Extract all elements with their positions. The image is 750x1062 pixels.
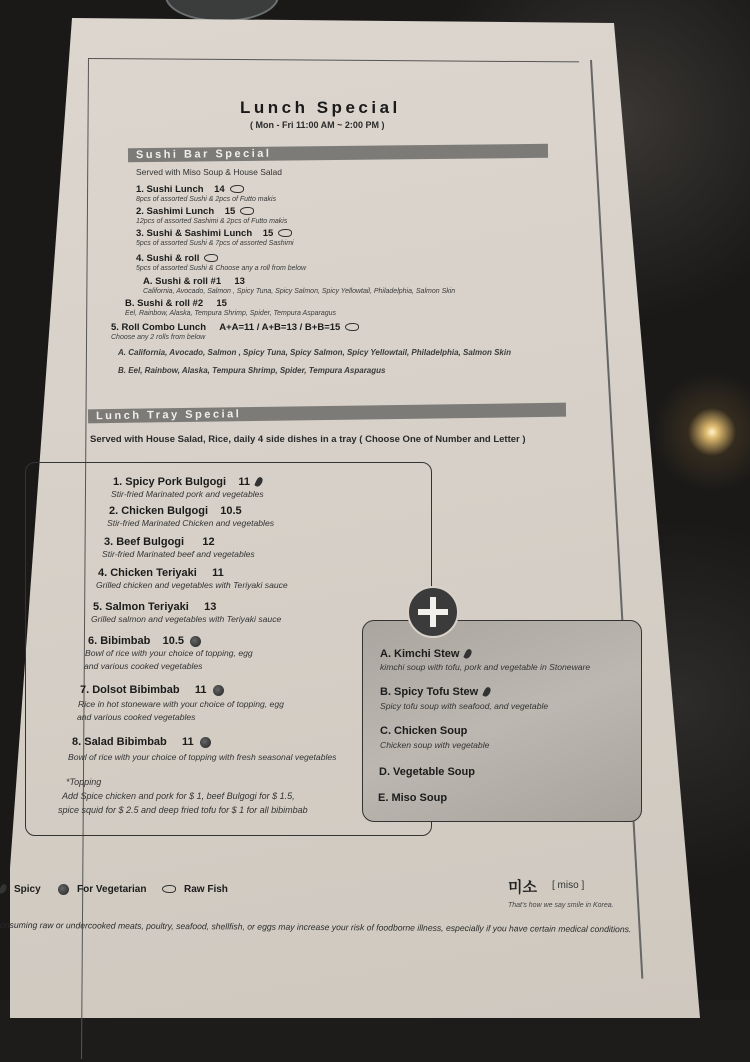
tray-banner: Lunch Tray Special (88, 403, 566, 424)
topping-line: spice squid for $ 2.5 and deep fried tofu for $ 1 for all bibimbab (58, 805, 308, 815)
sushi-item-desc: 5pcs of assorted Sushi & Choose any a roll from below (136, 265, 307, 272)
letter-item: A. Kimchi Stew (380, 648, 471, 660)
miso-hangul: 미소 (508, 878, 537, 896)
sushi-item-desc: 8pcs of assorted Sushi & 2pcs of Futto makis (136, 196, 277, 203)
tray-item-desc: Stir-fried Marinated pork and vegetables (111, 489, 264, 499)
miso-tagline: That's how we say smile in Korea. (508, 902, 614, 909)
tray-item: 7. Dolsot Bibimbab 11 (80, 684, 224, 696)
raw-fish-icon (162, 885, 176, 893)
tray-item: 4. Chicken Teriyaki 11 (98, 567, 224, 579)
leaf-icon (213, 685, 224, 696)
sushi-sub-item-desc: Eel, Rainbow, Alaska, Tempura Shrimp, Spider, Tempura Asparagus (125, 310, 337, 317)
sushi-combo-desc: Choose any 2 rolls from below (111, 334, 206, 341)
leaf-icon (58, 884, 69, 895)
tray-item-desc: Stir-fried Marinated Chicken and vegetables (107, 518, 275, 528)
roll-list-a: A. California, Avocado, Salmon , Spicy Tuna, Spicy Salmon, Spicy Yellowtail, Philadelphia, Salmon Skin (118, 348, 511, 357)
topping-heading: *Topping (66, 777, 102, 787)
tray-item: 8. Salad Bibimbab 11 (72, 736, 211, 748)
sushi-served-with: Served with Miso Soup & House Salad (136, 167, 282, 177)
topping-line: Add Spice chicken and pork for $ 1, beef Bulgogi for $ 1.5, (62, 791, 295, 801)
sushi-item-desc: 5pcs of assorted Sushi & 7pcs of assorted Sashimi (136, 240, 294, 247)
tray-item-desc: Bowl of rice with your choice of topping with fresh seasonal vegetables (68, 752, 337, 762)
sushi-item: 2. Sashimi Lunch 15 (136, 206, 254, 217)
hours: ( Mon - Fri 11:00 AM ~ 2:00 PM ) (250, 120, 385, 130)
letter-item-desc: Spicy tofu soup with seafood, and vegetable (380, 701, 549, 711)
tray-item-desc: and various cooked vegetables (77, 712, 196, 722)
legend-spicy: Spicy (0, 884, 41, 895)
sushi-combo: 5. Roll Combo Lunch A+A=11 / A+B=13 / B+B=15 (111, 322, 359, 333)
tray-item-desc: Grilled salmon and vegetables with Teriyaki sauce (91, 614, 282, 624)
tray-item: 6. Bibimbab 10.5 (88, 635, 201, 647)
roll-list-b: B. Eel, Rainbow, Alaska, Tempura Shrimp, Spider, Tempura Asparagus (118, 366, 386, 375)
tray-item-desc: Rice in hot stoneware with your choice of topping, egg (78, 699, 284, 709)
legend-vegetarian: For Vegetarian (58, 884, 146, 895)
page-title: Lunch Special (240, 98, 401, 117)
tray-item: 3. Beef Bulgogi 12 (104, 536, 215, 548)
sushi-sub-item: B. Sushi & roll #2 15 (125, 298, 227, 309)
tray-served-with: Served with House Salad, Rice, daily 4 side dishes in a tray ( Choose One of Number and Letter ) (90, 434, 526, 445)
letter-item: D. Vegetable Soup (379, 766, 475, 778)
sushi-item: 1. Sushi Lunch 14 (136, 184, 244, 195)
letter-item: E. Miso Soup (378, 792, 448, 804)
tray-item-desc: Grilled chicken and vegetables with Teriyaki sauce (96, 580, 288, 590)
letter-item-desc: kimchi soup with tofu, pork and vegetable in Stoneware (380, 662, 591, 672)
tray-item-desc: Bowl of rice with your choice of topping, egg (85, 648, 253, 658)
sushi-item: 4. Sushi & roll (136, 253, 218, 264)
plus-icon (407, 586, 459, 638)
pepper-icon (0, 884, 8, 896)
sushi-item: 3. Sushi & Sashimi Lunch 15 (136, 228, 292, 239)
letter-item: B. Spicy Tofu Stew (380, 686, 490, 698)
raw-fish-icon (240, 207, 254, 215)
disclaimer: onsuming raw or undercooked meats, poultry, seafood, shellfish, or eggs may increase your risk of foodborne illness, especially if you have certain medical conditions. (0, 919, 632, 935)
tray-item-desc: and various cooked vegetables (84, 661, 203, 671)
leaf-icon (200, 737, 211, 748)
raw-fish-icon (345, 323, 359, 331)
sushi-banner: Sushi Bar Special (128, 144, 548, 162)
raw-fish-icon (204, 254, 218, 262)
sushi-item-desc: 12pcs of assorted Sashimi & 2pcs of Futto makis (136, 218, 288, 225)
tray-item: 5. Salmon Teriyaki 13 (93, 601, 217, 613)
raw-fish-icon (230, 185, 244, 193)
leaf-icon (190, 636, 201, 647)
sushi-sub-item: A. Sushi & roll #1 13 (143, 276, 245, 287)
tray-item: 2. Chicken Bulgogi 10.5 (109, 505, 242, 517)
raw-fish-icon (278, 229, 292, 237)
tray-item-desc: Stir-fried Marinated beef and vegetables (102, 549, 255, 559)
miso-roman: [ miso ] (552, 880, 585, 891)
letter-item-desc: Chicken soup with vegetable (380, 740, 490, 750)
legend-raw-fish: Raw Fish (162, 884, 228, 895)
sushi-sub-item-desc: California, Avocado, Salmon , Spicy Tuna, Spicy Salmon, Spicy Yellowtail, Philadelphia, Salmon Skin (143, 288, 456, 295)
tray-item: 1. Spicy Pork Bulgogi 11 (113, 476, 262, 488)
letter-item: C. Chicken Soup (380, 725, 468, 737)
